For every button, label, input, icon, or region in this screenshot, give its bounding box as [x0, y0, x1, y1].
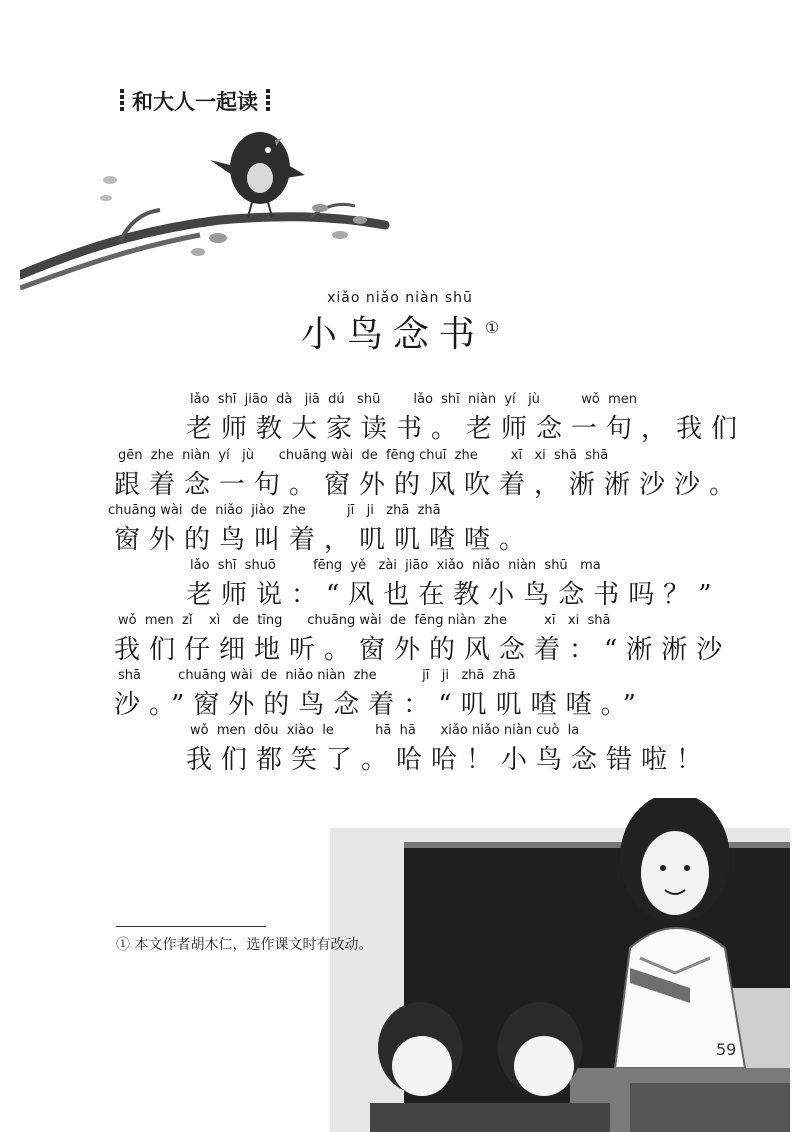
label-bar-right: [266, 89, 270, 113]
text-line-2: [0, 448, 800, 508]
pinyin-line-2: gēn zhe niàn yí jù chuāng wài de fēng chuī zhe xī xi shā shā: [118, 448, 609, 463]
bird-on-branch-illustration: [20, 120, 390, 295]
pinyin-line-6: shā chuāng wài de niǎo niàn zhe jī ji zhā zhā: [118, 668, 516, 683]
text-line-6: [0, 668, 800, 728]
text-line-3: [0, 503, 800, 563]
pinyin-line-4: lǎo shī shuō fēng yě zài jiāo xiǎo niǎo niàn shū ma: [190, 558, 601, 573]
hanzi-line-7: 我们都笑了。哈哈！小鸟念错啦！: [186, 745, 712, 775]
text-line-1: [0, 392, 800, 452]
section-label: [112, 86, 278, 116]
hanzi-line-5: 我们仔细地听。窗外的风念着：“淅淅沙: [114, 635, 732, 665]
footnote: ① 本文作者胡木仁，选作课文时有改动。: [116, 937, 373, 953]
hanzi-line-6: 沙。”窗外的鸟念着：“叽叽喳喳。”: [114, 690, 645, 720]
pinyin-line-3: chuāng wài de niǎo jiào zhe jī ji zhā zhā: [108, 503, 441, 518]
title-block: [0, 290, 800, 357]
pinyin-line-5: wǒ men zǐ xì de tīng chuāng wài de fēng niàn zhe xī xi shā: [118, 613, 611, 628]
title-text: 小鸟念书: [300, 314, 485, 355]
footnote-rule: [116, 926, 266, 927]
title-pinyin: xiǎo niǎo niàn shū: [327, 290, 473, 306]
page-number: 59: [716, 1040, 737, 1059]
hanzi-line-1: 老师教大家读书。老师念一句，我们: [186, 414, 747, 444]
hanzi-line-2: 跟着念一句。窗外的风吹着，淅淅沙沙。: [114, 470, 745, 500]
classroom-illustration: [330, 798, 790, 1132]
pinyin-line-1: lǎo shī jiāo dà jiā dú shū lǎo shī niàn yí jù wǒ men: [190, 392, 637, 407]
text-line-4: [0, 558, 800, 618]
label-bar-left: [120, 89, 124, 113]
section-label-text: 和大人一起读: [132, 90, 258, 114]
text-line-5: [0, 613, 800, 673]
page-title: [0, 306, 800, 357]
hanzi-line-4: 老师说：“风也在教小鸟念书吗？”: [186, 580, 721, 610]
pinyin-line-7: wǒ men dōu xiào le hā hā xiǎo niǎo niàn cuò la: [190, 723, 580, 738]
text-line-7: [0, 723, 800, 783]
hanzi-line-3: 窗外的鸟叫着，叽叽喳喳。: [114, 525, 535, 555]
title-footnote-mark: ①: [484, 318, 500, 337]
